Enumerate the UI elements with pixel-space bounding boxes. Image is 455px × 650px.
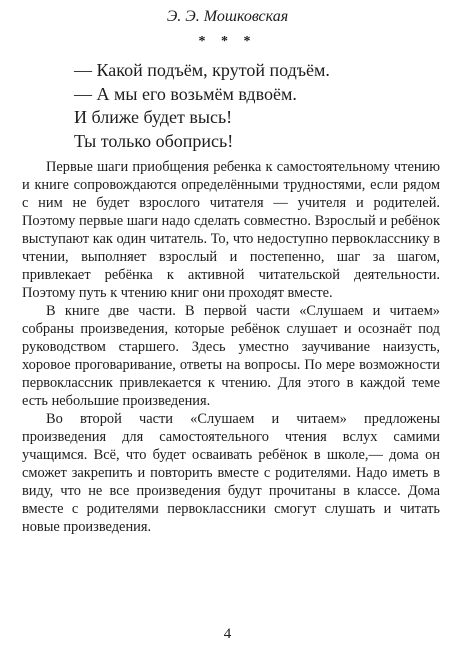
poem-line: Ты только обопрись! xyxy=(74,130,234,151)
paragraph: В книге две части. В первой части «Слушаем и читаем» собраны произведения, которые ребёнок слушает и осознаёт под руководством старшего. Здесь уместно заучивание наизусть, хоровое проговаривание, ответы на вопросы. По мере возможности первоклассник привлекается к чтению. Для этого в каждой теме есть небольшие произведения. xyxy=(22,303,440,409)
section-separator: * * * xyxy=(198,34,257,49)
running-header-author: Э. Э. Мошковская xyxy=(166,8,289,25)
page-number: 4 xyxy=(223,626,232,642)
poem-line: — Какой подъём, крутой подъём. xyxy=(74,60,330,80)
paragraph: Во второй части «Слушаем и читаем» предложены произведения для самостоятельного чтения вслух самими учащимся. Всё, что будет осваивать ребёнок в школе,— дома он сможет закрепить и повторить вместе с родителями. Надо иметь в виду, что не все произведения будут прочитаны в классе. Дома вместе с родителями первоклассники смогут слушать и читать новые произведения. xyxy=(22,411,440,535)
poem-line: — А мы его возьмём вдвоём. xyxy=(74,83,297,104)
poem-line: И ближе будет высь! xyxy=(74,107,233,127)
poem-epigraph xyxy=(74,59,330,153)
body-text xyxy=(22,158,440,536)
paragraph: Первые шаги приобщения ребенка к самостоятельному чтению и книге сопровождаются определёнными трудностями, если рядом с ним не будет взрослого читателя — учителя и родителей. Поэтому первые шаги надо сделать совместно. Взрослый и ребёнок выступают как один читатель. То, что недоступно первокласснику в чтении, выполняет взрослый и постепенно, шаг за шагом, привлекает ребёнка к активной читательской деятельности. Поэтому путь к чтению книг они проходят вместе. xyxy=(22,159,440,301)
